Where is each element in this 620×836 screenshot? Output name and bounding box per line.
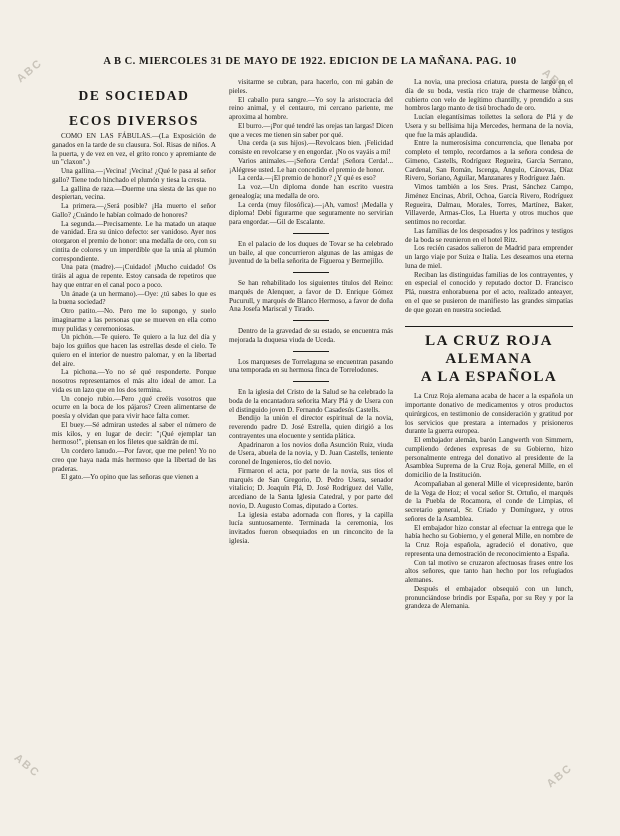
section-title-espanola: A LA ESPAÑOLA <box>420 369 558 386</box>
paragraph: Vimos también a los Sres. Prast, Sánchez Campo, Jiménez Encinas, Abril, Ochoa, García Rivero, Rodríguez Regueira, Dalmau, Morales, Torres, Martínez, Baker, Villaverde, Armas-Clos, La Huerta y otros muchos que sentimos no recordar. <box>405 183 573 226</box>
paragraph: Un ánade (a un hermano).—Oye: ¿tú sabes lo que es la buena sociedad? <box>52 289 216 307</box>
cruz-roja-headline <box>405 326 573 386</box>
paragraph: El caballo pura sangre.—Yo soy la aristocracia del reino animal, y el centauro, mi cercano pariente, me aproxima al hombre. <box>229 95 393 121</box>
paragraph: El embajador hizo constar al efectuar la entrega que le había hecho su Gobierno, y el general Mille, en nombre de la Cruz Roja española, agradeció el donativo, que representa una demostración de reconocimiento a España. <box>405 523 573 558</box>
section-subtitle-ecos: ECOS DIVERSOS <box>69 113 199 128</box>
paragraph: Lucían elegantísimas toilettes la señora de Plá y de Usera y su bellísima hija Mercedes, hermana de la novia, que fue la más aplaudida. <box>405 113 573 139</box>
paragraph: La Cruz Roja alemana acaba de hacer a la española un importante donativo de medicamentos y otros productos quirúrgicos, en testimonio de consideración y gratitud por los servicios que prestara a internados y prisioneros durante la guerra europea. <box>405 392 573 436</box>
divider <box>293 351 329 352</box>
paragraph: Reciban las distinguidas familias de los contrayentes, y en especial el conocido y reputado doctor D. Francisco Plá, nuestra enhorabuena por el acto, realizado anteayer, en el que se pusieron de manifiesto las grandes simpatías de que gozan en nuestra sociedad. <box>405 270 573 314</box>
paragraph: Un conejo rubio.—Pero ¿qué creéis vosotros que ocurre en la boca de los pájaros? Creen alimentarse de poesía y olvidan que para vivir hace falta comer. <box>52 394 216 420</box>
paragraph: La segunda.—Precisamente. Le ha matado un ataque de vanidad. Era su único defecto: ser vanidoso. Ayer nos otorgaron el premio de honor: una medalla de oro, con su cintita de colores y un imperdible que la unía al plumón correspondiente. <box>52 219 216 263</box>
divider <box>293 272 329 273</box>
paragraph: Se han rehabilitado los siguientes títulos del Reino: marqués de Alenquer, a favor de D. Enrique Gómez Pucurull, y marqués de Blanco Hermoso, a favor de doña Ana Josefa Mariscal y Tirado. <box>229 279 393 314</box>
paragraph: La cerda (muy filosófica).—¡Ah, vamos! ¡Medalla y diploma! Debí figurarme que seguramente no servirían para engordar.—Gil de Escalante. <box>229 200 393 226</box>
paragraph: Otro patito.—No. Pero me lo supongo, y suelo imaginarme a las personas que se mueven en ella como muy pulidas y ceremoniosas. <box>52 307 216 333</box>
section-title-cruz-roja: LA CRUZ ROJA <box>425 333 553 350</box>
paragraph: La primera.—¿Será posible? ¡Ha muerto el señor Gallo? ¿Cuándo le habían colmado de honores? <box>52 202 216 219</box>
watermark-bottom-right: ABC <box>544 761 576 791</box>
paragraph: Un cordero lanudo.—Por favor, que me pelen! Yo no creo que haya nada más hermoso que la libertad de las praderas. <box>52 447 216 473</box>
watermark-top-left: ABC <box>14 56 46 86</box>
paragraph: Acompañaban al general Mille el vicepresidente, barón de la Vega de Hoz; el vocal señor St. Ortuño, el marqués de la Puebla de Rocamora, el conde de Limpias, el secretario general, Sr. Criado y Domínguez, y otros señores de la Asamblea. <box>405 479 573 523</box>
paragraph: La pichona.—Yo no sé qué responderte. Porque nosotros representamos el más alto ideal de amor. La vida es un lazo que en los dos termina. <box>52 368 216 394</box>
paragraph: Una cerda (a sus hijos).—Revolcaos bien. ¡Felicidad consiste en revolcarse y en engordar. ¡No os vayáis a mí! <box>229 139 393 156</box>
paragraph: Los recién casados salieron de Madrid para emprender un largo viaje por Suiza e Italia. Les deseamos una eterna luna de miel. <box>405 244 573 270</box>
paragraph: Entre la numerosísima concurrencia, que llenaba por completo el templo, recordamos a la señora condesa de Gimeno, Castells, Rodríguez Regueira, García Serrano, Cardenal, San Román, Iscenga, Angulo, Cánovas, Díaz Rivero, Soriano, Aguilar, Manzanares y Rodríguez Jaén. <box>405 139 573 183</box>
paragraph: Los marqueses de Torrelaguna se encuentran pasando una temporada en su hermosa finca de Torrelodones. <box>229 357 393 375</box>
page-header: A B C. MIERCOLES 31 DE MAYO DE 1922. EDICION DE LA MAÑANA. PAG. 10 <box>103 56 517 67</box>
paragraph: La iglesia estaba adornada con flores, y la capilla lucía suntuosamente. Terminada la ceremonia, los invitados fueron obsequiados en un rinconcito de la iglesia. <box>229 510 393 545</box>
paragraph: La novia, una preciosa criatura, puesta de largo en el día de su boda, vestía rico traje de charmeuse blanco, cubierto con velo de legítimo chantilly, y prendido a sus hombros largo manto de tisú brochado de oro. <box>405 78 573 113</box>
paragraph: Firmaron el acta, por parte de la novia, sus tíos el marqués de San Gregorio, D. Pedro Usera, senador vitalicio; D. Joaquín Plá, D. José Rodríguez del Valle, arcediano de la Santa Iglesia Catedral, y por parte del novio, D. Augusto Comas, diputado a Cortes. <box>229 466 393 510</box>
paragraph: La cerda.—¡El premio de honor? ¿Y qué es eso? <box>238 174 376 183</box>
paragraph: Después el embajador obsequió con un lunch, pronunciándose brindis por España, por su Rey y por la grandeza de Alemania. <box>405 584 573 611</box>
divider <box>293 233 329 234</box>
column-left <box>52 78 216 482</box>
paragraph: El embajador alemán, barón Langwerth von Simmern, cumpliendo órdenes expresas de su Gobierno, hizo personalmente entrega del donativo al presidente de la Asamblea Suprema de la Cruz Roja, general Mille, en el domicilio de la Institución. <box>405 436 573 479</box>
column-middle <box>229 78 393 546</box>
paragraph: Bendijo la unión el director espiritual de la novia, reverendo padre D. José Estrella, quien dirigió a los contrayentes una elocuente y sentida plática. <box>229 414 393 440</box>
paragraph: El burro.—¡Por qué tendré las orejas tan largas! Dicen que a veces me tienen sin saber por qué. <box>229 121 393 139</box>
paragraph: En la iglesia del Cristo de la Salud se ha celebrado la boda de la encantadora señorita Mary Plá y de Usera con el distinguido joven D. Fernando Casadesús Castells. <box>229 388 393 414</box>
paragraph: visitarme se cubran, para hacerlo, con mi gabán de pieles. <box>229 78 393 95</box>
paragraph: Dentro de la gravedad de su estado, se encuentra más mejorada la duquesa viuda de Uceda. <box>229 327 393 344</box>
paragraph: La voz.—Un diploma donde han escrito vuestra genealogía; una medalla de oro. <box>229 183 393 200</box>
divider <box>293 381 329 382</box>
paragraph: El buey.—Sé admiran ustedes al saber el número de mis kilos, y en lugar de decir: "¡Qué ejemplar tan hermoso!", piensan en los filetes que saldrán de mí. <box>52 420 216 447</box>
section-title-sociedad: DE SOCIEDAD <box>78 88 190 103</box>
paragraph: Una pata (madre).—¡Cuidado! ¡Mucho cuidado! Os tiráis al agua de repente. Estoy cansada de repetiros que hay que entrar en el canal poco a poco. <box>52 263 216 289</box>
paragraph: Apadrinaron a los novios doña Asunción Ruiz, viuda de Usera, abuela de la novia, y D. Juan Castells, teniente coronel de Ingenieros, tío del novio. <box>229 440 393 466</box>
paragraph: El gato.—Yo opino que las señoras que vienen a <box>61 473 199 482</box>
paragraph: COMO EN LAS FÁBULAS.—(La Exposición de ganados en la tarde de su clausura. Sol. Risas de niños. A la puerta, y de vez en vez, el grito ronco y apremiante de un "claxon".) <box>52 132 216 167</box>
paragraph: Con tal motivo se cruzaron afectuosas frases entre los altos señores, que tanto han hecho por los refugiados alemanes. <box>405 558 573 584</box>
paragraph: La gallina de raza.—Duerme una siesta de las que no despiertan, vecina. <box>52 184 216 202</box>
paragraph: Varios animales.—¡Señora Cerda! ¡Señora Cerda!... ¡Alégrese usted. Le han concedido el premio de honor. <box>229 156 393 174</box>
paragraph: Las familias de los desposados y los padrinos y testigos de la boda se reunieron en el hotel Ritz. <box>405 226 573 244</box>
paragraph: Una gallina.—¡Vecina! ¡Vecina! ¿Qué le pasa al señor gallo? Tiene todo hinchado el plumón y tiesa la cresta. <box>52 167 216 184</box>
watermark-top-right: ABC <box>539 66 571 96</box>
paragraph: En el palacio de los duques de Tovar se ha celebrado un baile, al que concurrieron algunas de las amigas de juventud de la bella señorita de Figueroa y Bermejillo. <box>229 239 393 266</box>
divider <box>293 320 329 321</box>
paragraph: Un pichón.—Te quiero. Te quiero a la luz del día y bajo los guiños que hacen las estrellas desde el cielo. Te quiero en el interior de nuestro palomar, y en la libertad del aire. <box>52 333 216 368</box>
watermark-bottom-left: ABC <box>11 751 43 781</box>
section-title-alemana: ALEMANA <box>445 351 533 368</box>
column-right <box>405 78 573 611</box>
